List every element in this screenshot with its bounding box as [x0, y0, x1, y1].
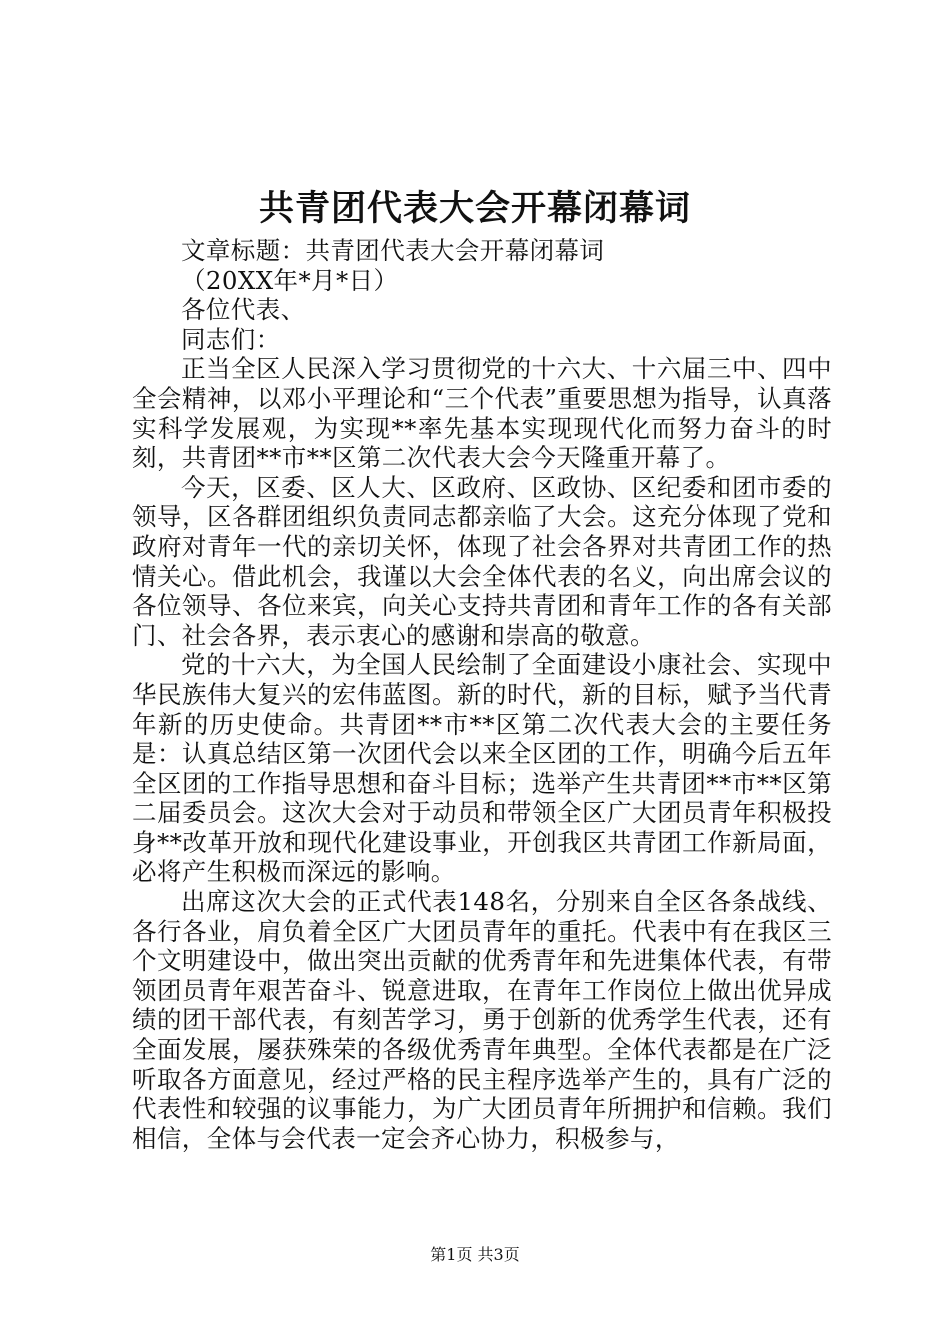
salutation-comrades: 同志们：	[181, 324, 281, 354]
paragraph-delegates: 出席这次大会的正式代表148名，分别来自全区各条战线、各行各业，肩负着全区广大团员青年的重托。代表中有在我区三个文明建设中，做出突出贡献的优秀青年和先进集体代表，有带领团员青年艰苦奋斗、锐意进取，在青年工作岗位上做出优异成绩的团干部代表，有刻苦学习，勇于创新的优秀学生代表，还有全面发展，屡获殊荣的各级优秀青年典型。全体代表都是在广泛听取各方面意见，经过严格的民主程序选举产生的，具有广泛的代表性和较强的议事能力，为广大团员青年所拥护和信赖。我们相信，全体与会代表一定会齐心协力，积极参与，	[132, 887, 832, 1153]
salutation-delegates: 各位代表、	[181, 295, 306, 325]
article-title-line: 文章标题：共青团代表大会开幕闭幕词	[181, 236, 605, 265]
document-title: 共青团代表大会开幕闭幕词	[258, 188, 691, 229]
paragraph-tasks: 党的十六大，为全国人民绘制了全面建设小康社会、实现中华民族伟大复兴的宏伟蓝图。新的时代，新的目标，赋予当代青年新的历史使命。共青团**市**区第二次代表大会的主要任务是：认真总结区第一次团代会以来全区团的工作，明确今后五年全区团的工作指导思想和奋斗目标；选举产生共青团**市**区第二届委员会。这次大会对于动员和带领全区广大团员青年积极投身**改革开放和现代化建设事业，开创我区共青团工作新局面，必将产生积极而深远的影响。	[132, 650, 832, 887]
paragraph-thanks: 今天，区委、区人大、区政府、区政协、区纪委和团市委的领导，区各群团组织负责同志都亲临了大会。这充分体现了党和政府对青年一代的亲切关怀，体现了社会各界对共青团工作的热情关心。借此机会，我谨以大会全体代表的名义，向出席会议的各位领导、各位来宾，向关心支持共青团和青年工作的各有关部门、社会各界，表示衷心的感谢和崇高的敬意。	[132, 472, 832, 650]
paragraph-opening: 正当全区人民深入学习贯彻党的十六大、十六届三中、四中全会精神，以邓小平理论和“三个代表”重要思想为指导，认真落实科学发展观，为实现**率先基本实现现代化而努力奋斗的时刻，共青团**市**区第二次代表大会今天隆重开幕了。	[132, 354, 832, 473]
document-body	[132, 236, 832, 1153]
date-line: （20XX年*月*日）	[181, 265, 399, 295]
page-footer: 第1页 共3页	[430, 1245, 520, 1264]
